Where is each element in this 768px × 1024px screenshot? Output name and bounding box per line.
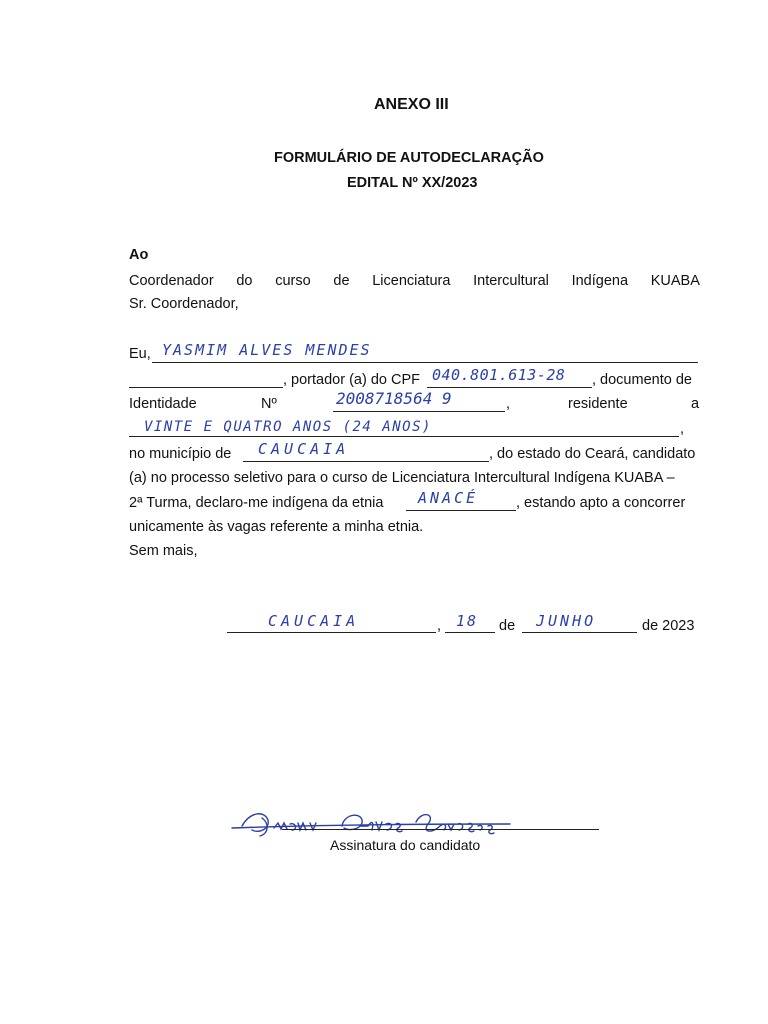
signature-label: Assinatura do candidato <box>330 837 481 853</box>
municipality-underline <box>243 461 489 462</box>
identidade-label: Identidade <box>129 396 197 412</box>
cpf-label: , portador (a) do CPF <box>283 372 420 388</box>
residence-underline <box>129 436 679 437</box>
recipient-word: Coordenador <box>129 273 214 289</box>
city-underline <box>227 632 436 633</box>
recipient-line <box>129 272 700 290</box>
residente-label: residente <box>568 396 628 412</box>
body-line-8: unicamente às vagas referente a minha etnia. <box>129 519 424 535</box>
salutation: Sr. Coordenador, <box>129 296 239 312</box>
closing: Sem mais, <box>129 543 198 559</box>
handwritten-municipality: CAUCAIA <box>258 440 350 458</box>
estado-label: , do estado do Ceará, candidato <box>489 446 696 462</box>
handwritten-ethnicity: ANACÉ <box>418 489 479 507</box>
blank-underline <box>129 387 283 388</box>
recipient-word: de <box>333 273 350 289</box>
handwritten-residence: VINTE E QUATRO ANOS (24 ANOS) <box>144 419 432 435</box>
residence-comma: , <box>680 421 685 437</box>
month-underline <box>522 632 637 633</box>
body-line-7a: 2ª Turma, declaro-me indígena da etnia <box>129 495 384 511</box>
recipient-word: Intercultural <box>473 273 549 289</box>
numero-label: Nº <box>261 396 277 412</box>
handwritten-city: CAUCAIA <box>268 612 360 630</box>
body-line-7b: , estando apto a concorrer <box>516 495 686 511</box>
eu-label: Eu, <box>129 346 151 362</box>
de-label: de <box>499 618 516 634</box>
recipient-word: Licenciatura <box>372 273 451 289</box>
name-underline <box>152 362 698 363</box>
documento-label: , documento de <box>592 372 692 388</box>
identity-underline <box>333 411 505 412</box>
handwritten-identity: 2008718564 9 <box>336 389 452 408</box>
year-label: de 2023 <box>642 618 695 634</box>
identity-comma: , <box>506 396 511 412</box>
recipient-word: KUABA <box>650 273 700 289</box>
recipient-word: do <box>236 273 253 289</box>
recipient-word: curso <box>275 273 311 289</box>
date-comma: , <box>437 618 442 634</box>
edital-title: EDITAL Nº XX/2023 <box>347 175 478 191</box>
handwritten-name: YASMIM ALVES MENDES <box>162 341 372 359</box>
recipient-word: Indígena <box>571 273 629 289</box>
ethnicity-underline <box>406 510 516 511</box>
form-title: FORMULÁRIO DE AUTODECLARAÇÃO <box>274 150 544 166</box>
body-line-6: (a) no processo seletivo para o curso de Licenciatura Intercultural Indígena KUABA – <box>129 470 675 486</box>
day-underline <box>445 632 495 633</box>
handwritten-day: 18 <box>456 612 479 630</box>
signature-line <box>282 829 599 830</box>
to-label: Ao <box>129 247 149 263</box>
handwritten-cpf: 040.801.613-28 <box>432 366 566 384</box>
annex-title: ANEXO III <box>374 96 449 113</box>
handwritten-month: JUNHO <box>536 612 597 630</box>
a-label: a <box>691 396 700 412</box>
cpf-underline <box>427 387 592 388</box>
municipio-label: no município de <box>129 446 232 462</box>
